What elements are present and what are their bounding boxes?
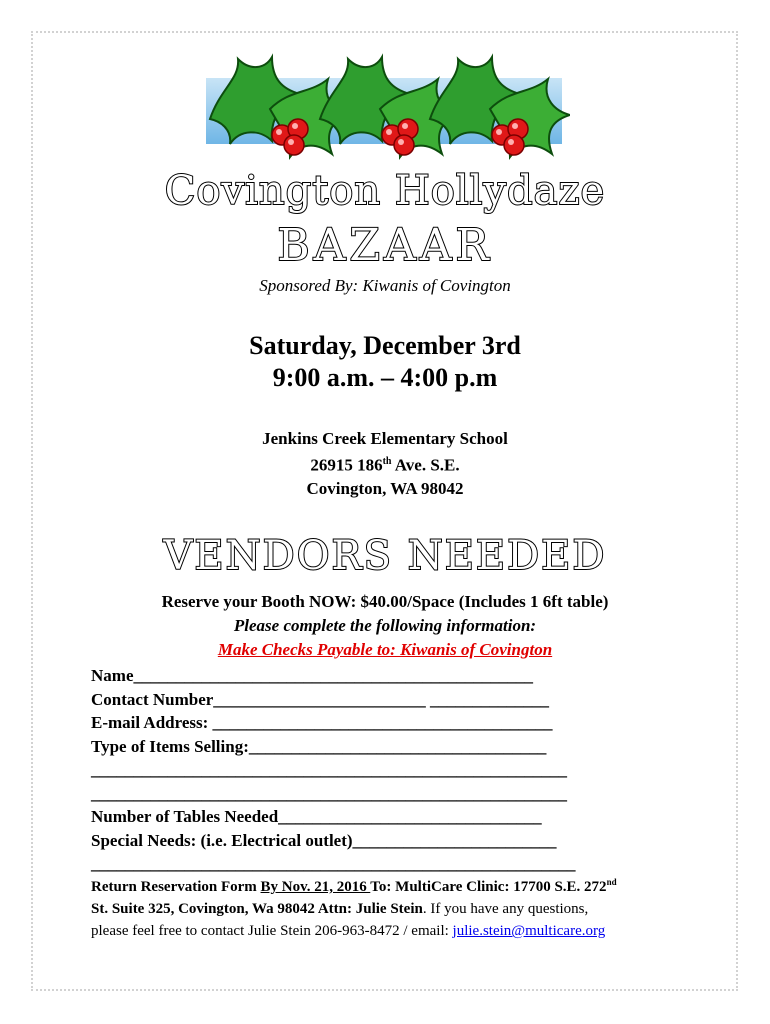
complete-info-text: Please complete the following information:: [233, 616, 537, 635]
email-field[interactable]: E-mail Address: ________________________________________: [91, 713, 553, 732]
contact-email-link[interactable]: julie.stein@multicare.org: [452, 923, 606, 939]
return-deadline: By Nov. 21, 2016: [260, 879, 371, 895]
title-line-1: Covington Hollydaze: [164, 168, 606, 214]
return-questions: . If you have any questions,: [422, 901, 589, 917]
venue-street: [0, 450, 770, 477]
return-to-address: To: MultiCare Clinic: 17700 S.E. 272: [370, 879, 607, 895]
title-line-2: BAZAAR: [277, 220, 493, 271]
venue-name: Jenkins Creek Elementary School: [262, 429, 508, 448]
vendors-needed-heading: VENDORS NEEDED: [163, 533, 607, 579]
checks-payable-text: Make Checks Payable to: Kiwanis of Covington: [217, 640, 553, 659]
tables-needed-field[interactable]: Number of Tables Needed_______________________________: [91, 807, 542, 826]
special-needs-field[interactable]: Special Needs: (i.e. Electrical outlet)________________________: [91, 830, 557, 850]
return-attn: St. Suite 325, Covington, Wa 98042 Attn: Julie Stein: [91, 901, 423, 917]
street-number: 26915 186: [310, 455, 383, 475]
contact-number-field[interactable]: Contact Number_________________________ ______________: [91, 689, 550, 709]
return-line-2: [91, 898, 711, 920]
return-line-3: [91, 920, 711, 942]
street-suffix: th: [382, 456, 392, 467]
return-line-1: [91, 871, 711, 898]
event-date-time: [0, 330, 770, 394]
holly-banner-image: [200, 44, 570, 174]
event-date: Saturday, December 3rd: [249, 331, 521, 360]
street-name: Ave. S.E.: [391, 455, 460, 475]
items-selling-line-2[interactable]: ________________________________________________________: [91, 760, 567, 779]
event-time: 9:00 a.m. – 4:00 p.m: [272, 363, 498, 392]
venue-address: [0, 427, 770, 500]
items-selling-field[interactable]: Type of Items Selling:___________________________________: [91, 736, 547, 756]
venue-city: Covington, WA 98042: [306, 478, 464, 498]
reserve-booth-text: Reserve your Booth NOW: $40.00/Space (Includes 1 6ft table): [161, 592, 609, 611]
return-to-suffix: nd: [606, 877, 617, 887]
return-lead: Return Reservation Form: [91, 879, 261, 895]
return-instructions: [91, 871, 711, 942]
contact-text: please feel free to contact Julie Stein 206-963-8472 / email:: [91, 923, 453, 939]
vendor-form: [91, 664, 651, 876]
name-field[interactable]: Name_______________________________________________: [91, 666, 533, 685]
items-selling-line-3[interactable]: ________________________________________________________: [91, 783, 567, 803]
special-needs-line-2[interactable]: _________________________________________________________: [91, 854, 576, 873]
sponsor-line: Sponsored By: Kiwanis of Covington: [259, 276, 511, 295]
